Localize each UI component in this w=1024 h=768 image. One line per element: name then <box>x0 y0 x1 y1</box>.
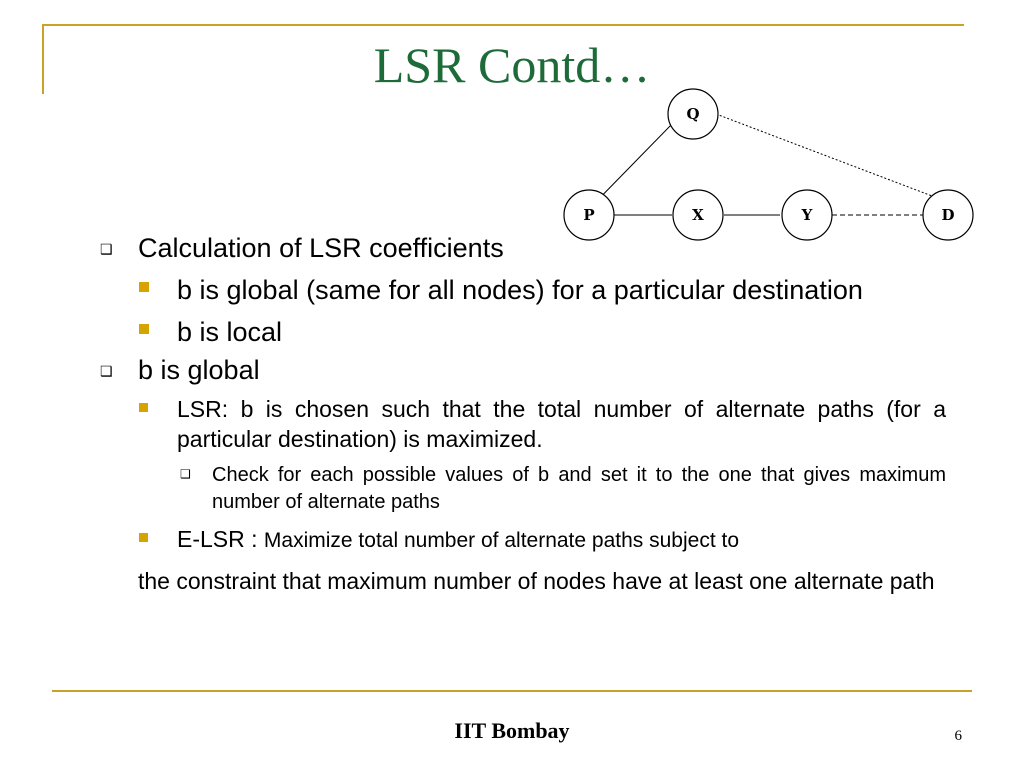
hollow-square-bullet-icon: ❑ <box>180 467 191 481</box>
bullet-text: b is global <box>138 355 260 385</box>
bullet-list <box>96 226 946 597</box>
bullet-text: Calculation of LSR coefficients <box>138 233 504 263</box>
svg-text:X: X <box>692 206 704 224</box>
square-bullet-icon <box>139 282 149 292</box>
bullet-level2 <box>136 274 946 306</box>
svg-text:Q: Q <box>686 105 700 123</box>
frame-bottom-rule <box>52 690 972 692</box>
bullet-lead-text: E-LSR : <box>177 526 264 552</box>
hollow-square-bullet-icon: ❑ <box>100 363 113 379</box>
bullet-text: Check for each possible values of b and set it to the one that gives maximum number of alternate paths <box>212 464 946 513</box>
bullet-text: b is global (same for all nodes) for a particular destination <box>177 275 863 305</box>
bullet-level1 <box>96 354 946 386</box>
node-q <box>668 89 718 139</box>
bullet-level2 <box>136 524 946 556</box>
network-diagram <box>560 82 980 248</box>
bullet-level2 <box>136 394 946 454</box>
square-bullet-icon <box>139 403 148 412</box>
bullet-text: LSR: b is chosen such that the total number of alternate paths (for a particular destination) is maximized. <box>177 396 946 452</box>
slide-title: LSR Contd… <box>373 37 651 93</box>
square-bullet-icon <box>139 533 148 542</box>
bullet-continuation: the constraint that maximum number of nodes have at least one alternate path <box>138 568 935 594</box>
svg-text:Y: Y <box>801 206 813 224</box>
footer-institution: IIT Bombay <box>454 718 570 743</box>
hollow-square-bullet-icon: ❑ <box>100 241 113 257</box>
svg-text:P: P <box>583 206 595 224</box>
bullet-text: b is local <box>177 317 283 347</box>
bullet-level1 <box>96 232 946 264</box>
bullet-level3 <box>178 462 946 516</box>
bullet-level2 <box>136 316 946 348</box>
frame-top-rule <box>42 24 964 26</box>
bullet-text: Maximize total number of alternate paths subject to <box>263 529 739 552</box>
page-number: 6 <box>954 728 962 744</box>
edge-q-d <box>716 114 940 199</box>
square-bullet-icon <box>139 324 149 334</box>
svg-text:D: D <box>941 206 955 224</box>
